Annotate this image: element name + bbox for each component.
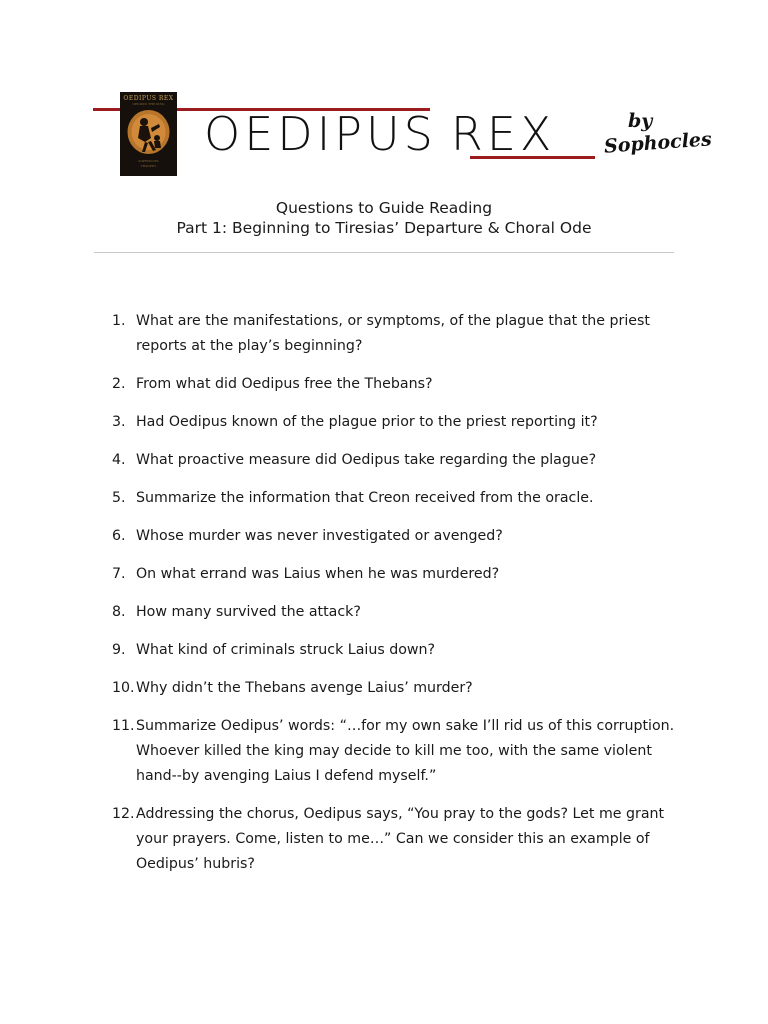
title-word-1: OEDIPUS [204, 107, 437, 161]
question-number: 2. [112, 376, 126, 392]
question-number: 10. [112, 680, 135, 696]
title-word-2: REX [450, 107, 556, 161]
question-item [112, 448, 682, 473]
byline [603, 110, 713, 158]
question-item [112, 714, 682, 789]
question-item [112, 309, 682, 359]
question-number: 8. [112, 604, 126, 620]
question-text: On what errand was Laius when he was murdered? [136, 566, 500, 582]
subtitle-line-1: Questions to Guide Reading [275, 199, 493, 217]
question-item [112, 638, 682, 663]
question-text: Summarize the information that Creon received from the oracle. [136, 490, 594, 506]
book-cover-image [120, 92, 177, 176]
question-item [112, 802, 682, 877]
cover-footer [120, 159, 177, 169]
question-number: 11. [112, 718, 135, 734]
question-text: Had Oedipus known of the plague prior to the priest reporting it? [136, 414, 598, 430]
question-number: 5. [112, 490, 126, 506]
question-item [112, 676, 682, 701]
byline-by: by [628, 110, 653, 132]
question-number: 7. [112, 566, 126, 582]
question-item [112, 410, 682, 435]
question-number: 9. [112, 642, 126, 658]
question-item [112, 524, 682, 549]
question-item [112, 562, 682, 587]
question-item [112, 600, 682, 625]
question-text: Whose murder was never investigated or avenged? [136, 528, 503, 544]
question-number: 3. [112, 414, 126, 430]
question-number: 6. [112, 528, 126, 544]
question-number: 1. [112, 313, 126, 329]
question-text: Why didn’t the Thebans avenge Laius’ murder? [136, 680, 473, 696]
cover-title: OEDIPUS REX [123, 95, 174, 102]
greek-vase-illustration-icon [125, 108, 172, 156]
question-text: Summarize Oedipus’ words: “…for my own sake I’ll rid us of this corruption. Whoever killed the king may decide to kill me too, with the same violent hand--by avenging Laius I defend myself.” [136, 718, 675, 784]
cover-footer-line1: SOPHOCLES [138, 159, 159, 163]
question-text: From what did Oedipus free the Thebans? [136, 376, 433, 392]
question-item [112, 486, 682, 511]
question-text: What proactive measure did Oedipus take regarding the plague? [136, 452, 597, 468]
question-text: How many survived the attack? [136, 604, 361, 620]
cover-subtitle: OEDIPUS THE KING [132, 102, 165, 106]
question-text: What are the manifestations, or symptoms, of the plague that the priest reports at the play’s beginning? [136, 313, 650, 354]
question-text: Addressing the chorus, Oedipus says, “You pray to the gods? Let me grant your prayers. Come, listen to me…” Can we consider this an example of Oedipus’ hubris? [136, 806, 665, 872]
question-item [112, 372, 682, 397]
cover-footer-line2: TRAGEDY [140, 164, 157, 168]
byline-author: Sophocles [603, 128, 713, 158]
question-text: What kind of criminals struck Laius down? [136, 642, 436, 658]
document-title [204, 104, 555, 164]
question-number: 12. [112, 806, 135, 822]
subtitle-line-2: Part 1: Beginning to Tiresias’ Departure & Choral Ode [176, 219, 592, 237]
question-number: 4. [112, 452, 126, 468]
section-divider [94, 252, 674, 253]
